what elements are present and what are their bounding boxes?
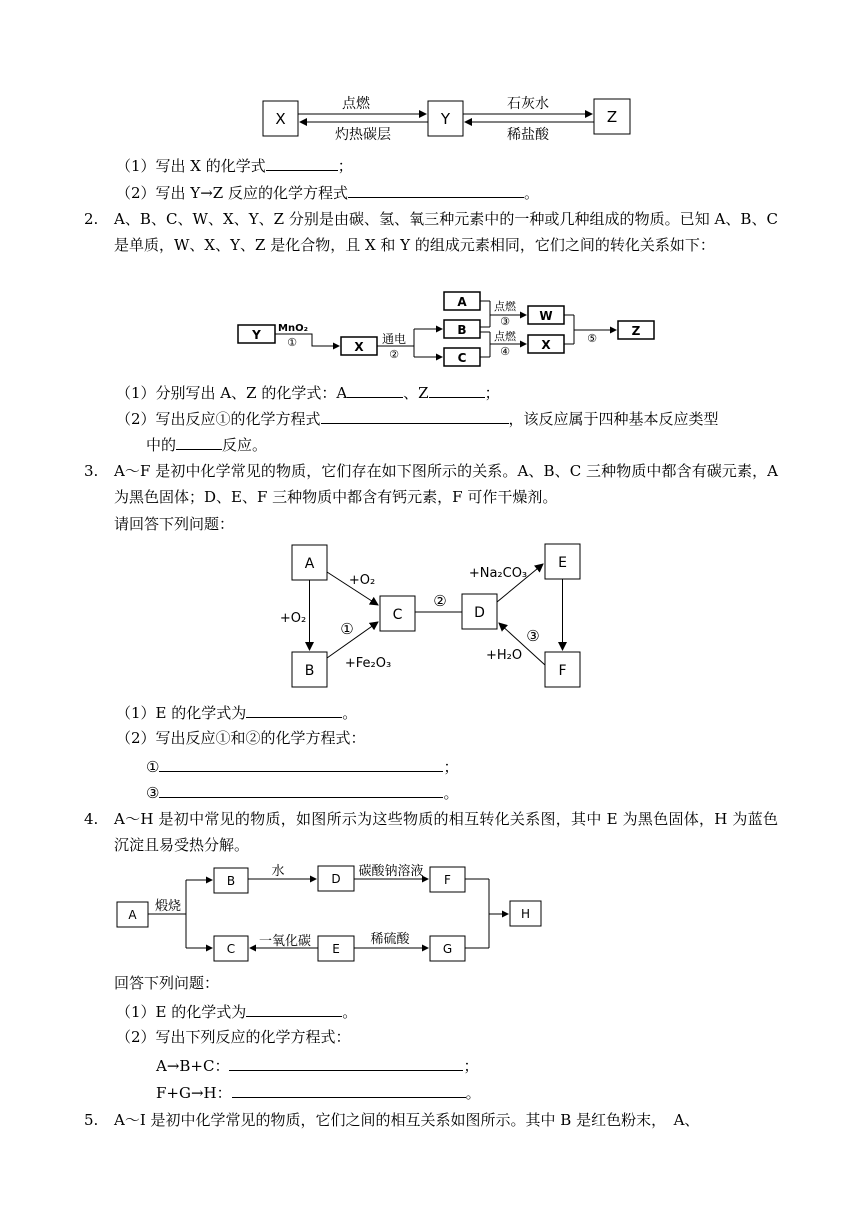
box-x-label: X — [275, 110, 286, 128]
q5-number: 5. — [84, 1111, 99, 1129]
q3-eq2: ③ 。 — [146, 781, 458, 803]
box-z-label: Z — [631, 324, 641, 338]
box-b-label: B — [226, 874, 236, 888]
label-r1: ① — [287, 336, 297, 349]
box-x-label: X — [354, 340, 364, 354]
label-r4: ④ — [500, 345, 510, 358]
box-h-label: H — [520, 907, 531, 921]
label-r3: ③ — [500, 315, 510, 328]
box-d-label: D — [331, 872, 341, 886]
box-c-label: C — [226, 942, 236, 956]
label-r3: ③ — [526, 627, 540, 645]
q3-number: 3. — [84, 462, 99, 480]
box-a-label: A — [128, 908, 137, 922]
box-b-label: B — [457, 323, 467, 337]
label-r2: ② — [433, 592, 447, 610]
box-g-label: G — [442, 942, 453, 956]
answer-blank[interactable] — [229, 1054, 463, 1071]
q3-sub1: （1）E 的化学式为 。 — [116, 701, 357, 723]
label-shui: 水 — [271, 864, 285, 879]
box-e-label: E — [332, 942, 340, 956]
box-c-label: C — [392, 607, 403, 623]
q2-text: A、B、C、W、X、Y、Z 分别是由碳、氢、氧三种元素中的一种或几种组成的物质。已知 A、B、C 是单质，W、X、Y、Z 是化合物，且 X 和 Y 的组成元素相同，它们之间的转化关系如下： — [114, 210, 778, 254]
box-f-label: F — [444, 873, 451, 887]
label-dianran-3: 点燃 — [494, 300, 516, 313]
box-f-label: F — [558, 663, 567, 679]
q1-sub1: （1）写出 X 的化学式 ； — [116, 154, 353, 176]
label-r5: ⑤ — [587, 332, 597, 345]
box-a-label: A — [457, 295, 467, 309]
label-shihuishui: 石灰水 — [507, 96, 549, 112]
q4-sub1: （1）E 的化学式为 。 — [116, 1000, 357, 1022]
box-c-label: C — [457, 351, 467, 365]
q3-sub2: （2）写出反应①和②的化学方程式： — [116, 729, 366, 747]
box-d-label: D — [474, 605, 485, 621]
box-w-label: W — [539, 309, 553, 323]
label-dianran: 点燃 — [342, 96, 370, 112]
box-y-label: Y — [440, 110, 451, 128]
label-duanshao: 煅烧 — [154, 899, 182, 914]
q2-sub2-line2: 中的 反应。 — [146, 433, 267, 455]
label-mno2: MnO₂ — [278, 323, 308, 334]
q4-number: 4. — [84, 810, 99, 828]
label-zhuore: 灼热碳层 — [335, 127, 391, 143]
q2-sub2: （2）写出反应①的化学方程式 ，该反应属于四种基本反应类型 — [116, 407, 719, 429]
label-de: +Na₂CO₃ — [468, 566, 528, 581]
label-xiyansuan: 稀盐酸 — [507, 127, 549, 143]
q4-eq1: A→B+C： ； — [156, 1054, 479, 1076]
q5-text: A～I 是初中化学常见的物质，它们之间的相互关系如图所示。其中 B 是红色粉末， A、 — [114, 1111, 700, 1129]
q3-text: A～F 是初中化学常见的物质，它们存在如下图所示的关系。A、B、C 三种物质中都含有碳元素，A 为黑色固体；D、E、F 三种物质中都含有钙元素，F 可作干燥剂。 — [114, 462, 778, 506]
box-y-label: Y — [252, 328, 261, 342]
q3-prompt: 请回答下列问题： — [114, 515, 235, 533]
label-na2co3: 碳酸钠溶液 — [358, 864, 424, 879]
q4-prompt: 回答下列问题： — [114, 974, 220, 992]
q4-eq2: F+G→H： 。 — [156, 1081, 481, 1103]
box-z-label: Z — [606, 108, 618, 126]
box-x2-label: X — [541, 338, 551, 352]
label-ac: +O₂ — [348, 573, 376, 588]
q2-sub1: （1）分别写出 A、Z 的化学式：A 、Z ； — [116, 381, 500, 403]
answer-blank[interactable] — [232, 1081, 466, 1098]
q4-sub2: （2）写出下列反应的化学方程式： — [116, 1028, 351, 1046]
q1-sub2: （2）写出 Y→Z 反应的化学方程式 。 — [116, 181, 539, 203]
label-ab: +O₂ — [279, 611, 307, 626]
label-dianran-4: 点燃 — [494, 330, 516, 343]
label-r2: ② — [389, 348, 399, 361]
box-e-label: E — [558, 555, 567, 571]
label-tongdian: 通电 — [381, 332, 407, 346]
q4-text: A～H 是初中常见的物质，如图所示为这些物质的相互转化关系图，其中 E 为黑色固体，H 为蓝色沉淀且易受热分解。 — [114, 810, 778, 854]
box-b-label: B — [304, 663, 315, 679]
label-h2so4: 稀硫酸 — [370, 932, 410, 947]
label-r1: ① — [340, 620, 354, 638]
answer-blank[interactable] — [246, 1000, 342, 1017]
q3-eq1: ① ； — [146, 755, 458, 777]
q2-number: 2. — [84, 210, 99, 228]
label-co: 一氧化碳 — [258, 934, 312, 949]
label-fd: +H₂O — [485, 648, 523, 663]
label-bc: +Fe₂O₃ — [344, 656, 392, 671]
box-a-label: A — [304, 556, 315, 572]
